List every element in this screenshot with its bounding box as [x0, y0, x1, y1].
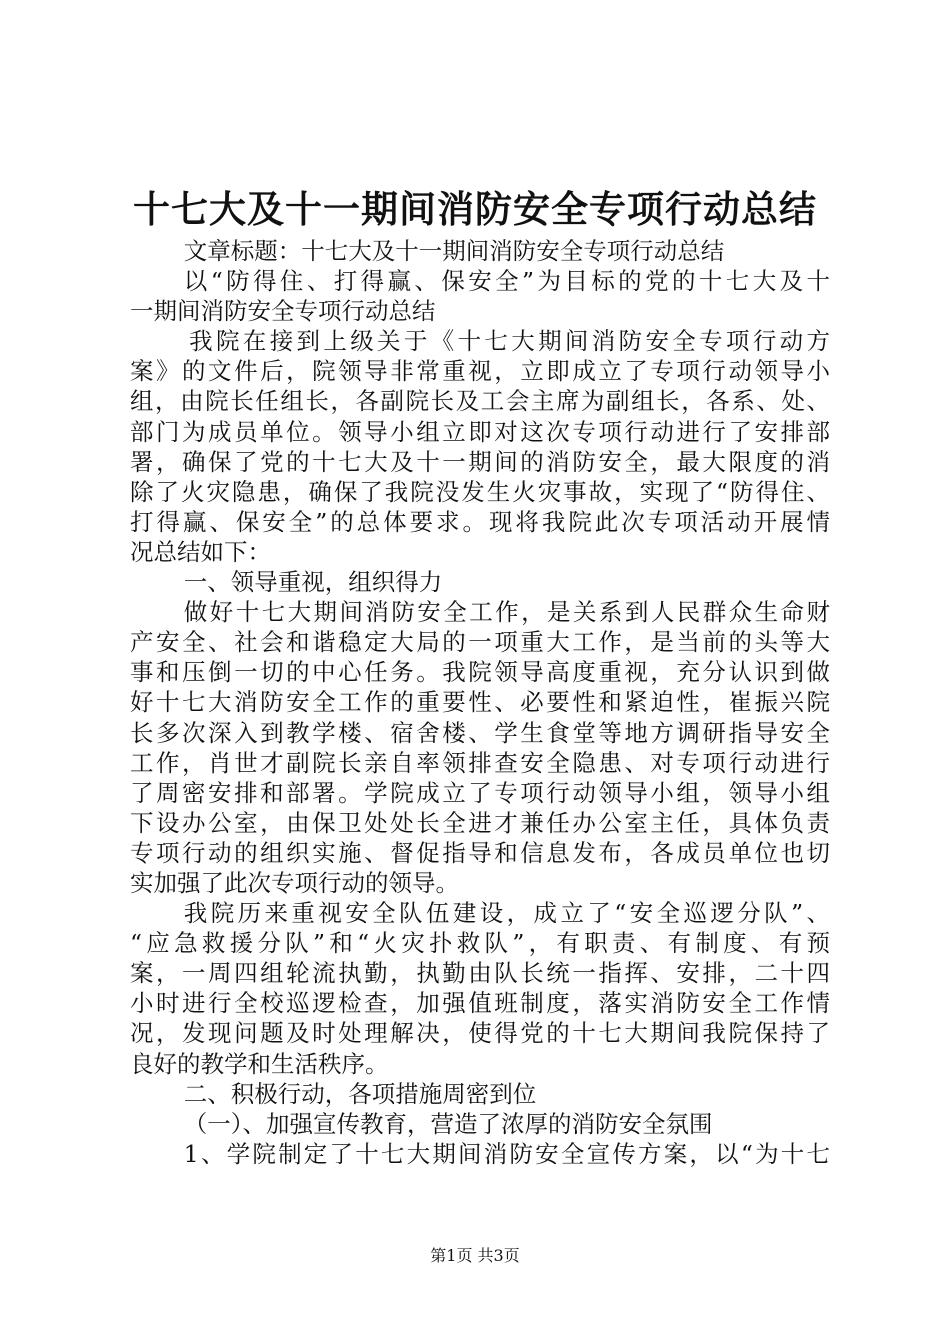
- text-line: 我院历来重视安全队伍建设，成立了“安全巡逻分队”、: [183, 899, 830, 928]
- text-line: 署，确保了党的十七大及十一期间的消防安全，最大限度的消: [130, 447, 830, 476]
- text-line: 二、积极行动，各项措施周密到位: [183, 1079, 537, 1108]
- text-line: 产安全、社会和谐稳定大局的一项重大工作，是当前的头等大: [130, 628, 830, 657]
- text-line: 专项行动的组织实施、督促指导和信息发布，各成员单位也切: [130, 838, 830, 867]
- text-line: 工作，肖世才副院长亲自率领排查安全隐患、对专项行动进行: [130, 748, 830, 777]
- text-line: 我院在接到上级关于《十七大期间消防安全专项行动方: [189, 327, 830, 356]
- text-line: 良好的教学和生活秩序。: [130, 1049, 389, 1078]
- text-line: 实加强了此次专项行动的领导。: [130, 868, 459, 897]
- text-line: 打得赢、保安全”的总体要求。现将我院此次专项活动开展情: [130, 507, 830, 536]
- text-line: “应急救援分队”和“火灾扑救队”，有职责、有制度、有预: [130, 929, 830, 958]
- text-line: 1、学院制定了十七大期间消防安全宣传方案，以“为十七: [183, 1139, 830, 1168]
- text-line: 一期间消防安全专项行动总结: [130, 297, 436, 326]
- text-line: 事和压倒一切的中心任务。我院领导高度重视，充分认识到做: [130, 658, 830, 687]
- text-line: 长多次深入到教学楼、宿舍楼、学生食堂等地方调研指导安全: [130, 718, 830, 747]
- text-line: 下设办公室，由保卫处处长全进才兼任办公室主任，具体负责: [130, 808, 830, 837]
- text-line: 部门为成员单位。领导小组立即对这次专项行动进行了安排部: [130, 417, 830, 446]
- text-line: 案，一周四组轮流执勤，执勤由队长统一指挥、安排，二十四: [130, 959, 830, 988]
- text-line: 案》的文件后，院领导非常重视，立即成立了专项行动领导小: [130, 357, 830, 386]
- text-line: 好十七大消防安全工作的重要性、必要性和紧迫性，崔振兴院: [130, 688, 830, 717]
- text-line: 了周密安排和部署。学院成立了专项行动领导小组，领导小组: [130, 778, 830, 807]
- text-line: 小时进行全校巡逻检查，加强值班制度，落实消防安全工作情: [130, 989, 830, 1018]
- document-title: 十七大及十一期间消防安全专项行动总结: [133, 187, 817, 231]
- text-line: 文章标题：十七大及十一期间消防安全专项行动总结: [183, 237, 725, 265]
- text-line: 况总结如下：: [130, 537, 271, 566]
- text-line: 除了火灾隐患，确保了我院没发生火灾事故，实现了“防得住、: [130, 477, 830, 506]
- text-line: 组，由院长任组长，各副院长及工会主席为副组长，各系、处、: [130, 387, 830, 416]
- text-line: （一）、加强宣传教育，营造了浓厚的消防安全氛围: [183, 1109, 713, 1138]
- document-body: [130, 236, 830, 1169]
- text-line: 做好十七大期间消防安全工作，是关系到人民群众生命财: [183, 598, 830, 627]
- text-line: 况，发现问题及时处理解决，使得党的十七大期间我院保持了: [130, 1019, 830, 1048]
- page-footer: 第1页 共3页: [430, 1246, 520, 1265]
- text-line: 以“防得住、打得赢、保安全”为目标的党的十七大及十: [183, 267, 830, 296]
- text-line: 一、领导重视，组织得力: [183, 568, 443, 597]
